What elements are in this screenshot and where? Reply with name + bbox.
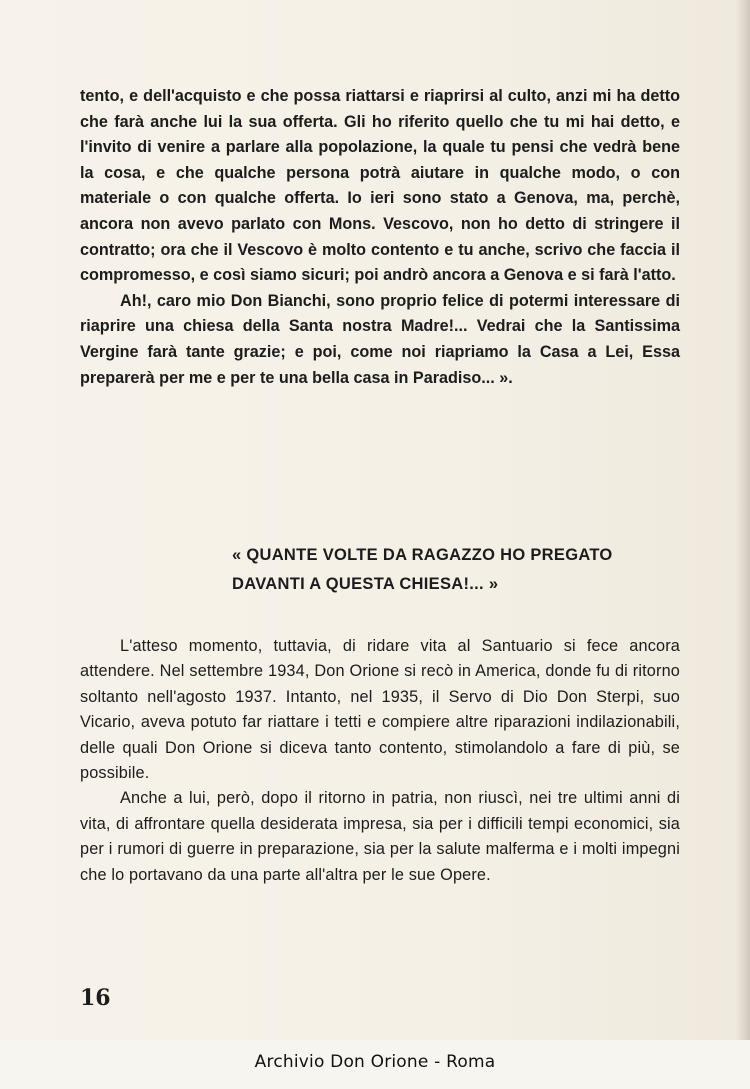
page-number: 16	[80, 985, 111, 1011]
section-heading	[232, 541, 692, 599]
letter-quote-text	[80, 84, 680, 391]
page-edge-shadow	[736, 0, 750, 1089]
section-heading-line-1: « QUANTE VOLTE DA RAGAZZO HO PREGATO	[232, 546, 613, 564]
section-heading-line-2: DAVANTI A QUESTA CHIESA!... »	[232, 575, 499, 593]
narrative-paragraph-2: Anche a lui, però, dopo il ritorno in patria, non riuscì, nei tre ultimi anni di vita, di affrontare quella desiderata impresa, sia per i difficili tempi economici, sia per i rumori di guerre in preparazione, sia per la salute malferma e i molti impegni che lo portavano da una parte all'altra per le sue Opere.	[80, 789, 680, 884]
narrative-paragraph-1: L'atteso momento, tuttavia, di ridare vita al Santuario si fece ancora attendere. Nel settembre 1934, Don Orione si recò in America, donde fu di ritorno soltanto nell'agosto 1937. Intanto, nel 1935, il Servo di Dio Don Sterpi, suo Vicario, aveva potuto far riattare i tetti e compiere altre riparazioni indilazionabili, delle quali Don Orione si diceva tanto contento, stimolandolo a fare di più, se possibile.	[80, 637, 680, 783]
narrative-text	[80, 634, 680, 888]
archive-label: Archivio Don Orione - Roma	[254, 1052, 496, 1072]
letter-paragraph-1: tento, e dell'acquisto e che possa riattarsi e riaprirsi al culto, anzi mi ha detto che farà anche lui la sua offerta. Gli ho riferito quello che tu mi hai detto, e l'invito di venire a parlare alla popolazione, la quale tu pensi che vedrà bene la cosa, e che qualche persona potrà aiutare in qualche modo, o con materiale o con qualche offerta. Io ieri sono stato a Genova, ma, perchè, ancora non avevo parlato con Mons. Vescovo, non ho detto di stringere il contratto; ora che il Vescovo è molto contento e tu anche, scrivo che faccia il compromesso, e così siamo sicuri; poi andrò ancora a Genova e si farà l'atto.	[80, 87, 680, 285]
letter-paragraph-2: Ah!, caro mio Don Bianchi, sono proprio felice di potermi interessare di riaprire una chiesa della Santa nostra Madre!... Vedrai che la Santissima Vergine farà tante grazie; e poi, come noi riapriamo la Casa a Lei, Essa preparerà per me e per te una bella casa in Paradiso... ».	[80, 291, 680, 387]
